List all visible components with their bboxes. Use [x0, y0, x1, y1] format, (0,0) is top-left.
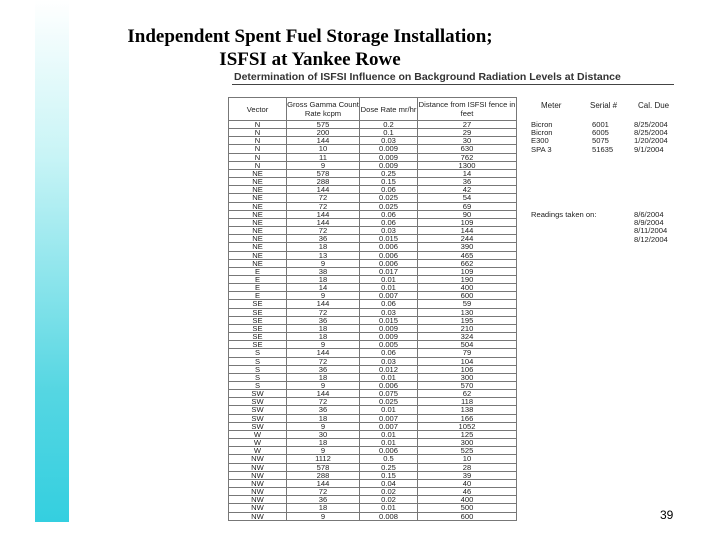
table-cell: 36 [287, 496, 360, 504]
table-cell: 0.25 [360, 169, 418, 177]
table-row [229, 349, 517, 357]
table-cell: 0.012 [360, 365, 418, 373]
table-cell: 0.075 [360, 390, 418, 398]
table-cell: 0.06 [360, 218, 418, 226]
meter-cell: 6001 [592, 120, 609, 129]
table-cell: 0.017 [360, 267, 418, 275]
header-distance: Distance from ISFSI fence in feet [418, 98, 517, 121]
table-cell: S [229, 349, 287, 357]
serial-header: Serial # [590, 101, 618, 110]
table-row [229, 235, 517, 243]
table-header-row [229, 98, 517, 121]
table-cell: 0.006 [360, 382, 418, 390]
table-row [229, 251, 517, 259]
table-cell: E [229, 292, 287, 300]
table-cell: W [229, 447, 287, 455]
table-body [229, 121, 517, 521]
table-cell: 72 [287, 202, 360, 210]
table-cell: 0.1 [360, 129, 418, 137]
reading-date: 8/12/2004 [634, 234, 668, 244]
table-cell: N [229, 161, 287, 169]
table-cell: SW [229, 390, 287, 398]
table-cell: 36 [287, 316, 360, 324]
table-cell: NE [229, 186, 287, 194]
meter-cell: 1/20/2004 [634, 136, 668, 146]
table-cell: 0.04 [360, 479, 418, 487]
table-cell: N [229, 153, 287, 161]
table-cell: 72 [287, 227, 360, 235]
table-cell: 9 [287, 422, 360, 430]
table-cell: 0.007 [360, 414, 418, 422]
table-cell: SE [229, 341, 287, 349]
table-cell: NW [229, 479, 287, 487]
table-cell: SE [229, 333, 287, 341]
table-cell: 0.009 [360, 333, 418, 341]
table-cell: S [229, 373, 287, 381]
table-cell: 13 [287, 251, 360, 259]
table-cell: 762 [418, 153, 517, 161]
table-row [229, 512, 517, 520]
table-row [229, 365, 517, 373]
table-cell: 0.03 [360, 308, 418, 316]
table-cell: SW [229, 422, 287, 430]
table-cell: 210 [418, 324, 517, 332]
table-row [229, 430, 517, 438]
table-cell: 144 [287, 390, 360, 398]
table-cell: 578 [287, 463, 360, 471]
table-cell: 36 [287, 365, 360, 373]
table-row [229, 300, 517, 308]
table-cell: N [229, 121, 287, 129]
table-cell: NE [229, 227, 287, 235]
table-cell: 0.01 [360, 275, 418, 283]
slide-title-line2: ISFSI at Yankee Rowe [219, 49, 401, 70]
table-row [229, 488, 517, 496]
table-cell: 9 [287, 161, 360, 169]
table-row [229, 390, 517, 398]
table-row [229, 129, 517, 137]
table-cell: 525 [418, 447, 517, 455]
table-row [229, 218, 517, 226]
table-cell: 0.007 [360, 422, 418, 430]
table-cell: 125 [418, 430, 517, 438]
reading-date: 8/6/2004 [634, 210, 664, 219]
table-cell: 18 [287, 439, 360, 447]
table-row [229, 333, 517, 341]
table-cell: 400 [418, 284, 517, 292]
table-cell: NE [229, 259, 287, 267]
table-cell: 390 [418, 243, 517, 251]
table-row [229, 447, 517, 455]
table-cell: 0.02 [360, 496, 418, 504]
table-cell: 0.007 [360, 292, 418, 300]
table-cell: 0.006 [360, 447, 418, 455]
table-cell: 14 [418, 169, 517, 177]
table-cell: NE [229, 178, 287, 186]
table-cell: 106 [418, 365, 517, 373]
table-cell: SE [229, 308, 287, 316]
table-cell: 662 [418, 259, 517, 267]
meter-cell: 8/25/2004 [634, 128, 668, 138]
table-cell: 244 [418, 235, 517, 243]
table-cell: 400 [418, 496, 517, 504]
table-cell: 9 [287, 382, 360, 390]
table-cell: 10 [418, 455, 517, 463]
table-cell: 0.2 [360, 121, 418, 129]
table-cell: 0.06 [360, 186, 418, 194]
table-row [229, 463, 517, 471]
table-cell: 11 [287, 153, 360, 161]
table-cell: 36 [287, 406, 360, 414]
table-cell: 0.15 [360, 178, 418, 186]
table-row [229, 504, 517, 512]
table-row [229, 406, 517, 414]
table-cell: 10 [287, 145, 360, 153]
table-cell: 72 [287, 194, 360, 202]
table-cell: NW [229, 463, 287, 471]
table-cell: 1052 [418, 422, 517, 430]
table-cell: 300 [418, 439, 517, 447]
table-cell: 0.006 [360, 259, 418, 267]
table-cell: 195 [418, 316, 517, 324]
table-cell: 40 [418, 479, 517, 487]
table-cell: E [229, 267, 287, 275]
table-cell: 72 [287, 398, 360, 406]
table-cell: 0.03 [360, 227, 418, 235]
table-cell: E [229, 275, 287, 283]
table-cell: 118 [418, 398, 517, 406]
table-cell: 9 [287, 292, 360, 300]
table-cell: 504 [418, 341, 517, 349]
table-cell: SE [229, 316, 287, 324]
table-cell: 0.25 [360, 463, 418, 471]
table-cell: 18 [287, 324, 360, 332]
table-row [229, 178, 517, 186]
table-row [229, 479, 517, 487]
table-cell: S [229, 382, 287, 390]
table-cell: 42 [418, 186, 517, 194]
table-cell: SE [229, 300, 287, 308]
table-row [229, 316, 517, 324]
table-cell: 14 [287, 284, 360, 292]
table-row [229, 292, 517, 300]
header-dose-rate: Dose Rate mr/hr [360, 98, 418, 121]
table-row [229, 324, 517, 332]
table-cell: 0.025 [360, 194, 418, 202]
table-subtitle: Determination of ISFSI Influence on Background Radiation Levels at Distance [234, 71, 621, 83]
table-cell: 0.01 [360, 373, 418, 381]
cal-due-header: Cal. Due [638, 101, 670, 110]
table-cell: 324 [418, 333, 517, 341]
readings-label: Readings taken on: [531, 210, 597, 219]
table-cell: 0.009 [360, 161, 418, 169]
meter-header: Meter [541, 101, 562, 110]
table-cell: 465 [418, 251, 517, 259]
table-row [229, 202, 517, 210]
table-cell: 18 [287, 333, 360, 341]
table-row [229, 382, 517, 390]
subtitle-divider [232, 84, 674, 85]
table-cell: 0.01 [360, 284, 418, 292]
table-row [229, 243, 517, 251]
table-row [229, 398, 517, 406]
table-cell: SW [229, 406, 287, 414]
table-cell: SW [229, 414, 287, 422]
table-cell: 0.02 [360, 488, 418, 496]
table-cell: 144 [287, 210, 360, 218]
table-cell: 200 [287, 129, 360, 137]
decorative-sidebar-bar [35, 0, 69, 522]
table-row [229, 137, 517, 145]
table-cell: 79 [418, 349, 517, 357]
meter-cell: 51635 [592, 144, 614, 154]
meter-cell: Bicron [531, 120, 553, 129]
table-cell: 0.015 [360, 316, 418, 324]
table-cell: 190 [418, 275, 517, 283]
table-cell: 144 [418, 227, 517, 235]
table-cell: NW [229, 488, 287, 496]
meter-cell: SPA 3 [531, 144, 552, 154]
radiation-table [228, 97, 517, 521]
table-cell: 0.006 [360, 243, 418, 251]
table-cell: NE [229, 169, 287, 177]
table-cell: 138 [418, 406, 517, 414]
table-cell: 38 [287, 267, 360, 275]
table-row [229, 186, 517, 194]
table-cell: 0.15 [360, 471, 418, 479]
table-cell: 144 [287, 186, 360, 194]
table-cell: NW [229, 512, 287, 520]
table-cell: SE [229, 324, 287, 332]
reading-date: 8/11/2004 [634, 226, 668, 236]
table-cell: 144 [287, 218, 360, 226]
table-cell: 166 [418, 414, 517, 422]
table-cell: 0.01 [360, 439, 418, 447]
table-cell: 500 [418, 504, 517, 512]
table-cell: 144 [287, 349, 360, 357]
table-row [229, 308, 517, 316]
table-cell: 144 [287, 479, 360, 487]
table-cell: S [229, 357, 287, 365]
header-vector: Vector [229, 98, 287, 121]
table-cell: 109 [418, 218, 517, 226]
table-cell: NW [229, 504, 287, 512]
table-cell: 109 [418, 267, 517, 275]
meter-cell: 6005 [592, 128, 609, 138]
table-row [229, 259, 517, 267]
table-cell: 0.06 [360, 210, 418, 218]
table-cell: 288 [287, 178, 360, 186]
table-cell: 0.009 [360, 324, 418, 332]
table-cell: 0.009 [360, 153, 418, 161]
table-cell: 578 [287, 169, 360, 177]
table-cell: 130 [418, 308, 517, 316]
table-cell: 9 [287, 447, 360, 455]
table-cell: NW [229, 496, 287, 504]
table-cell: 0.005 [360, 341, 418, 349]
table-cell: 29 [418, 129, 517, 137]
table-cell: NW [229, 455, 287, 463]
table-cell: 0.015 [360, 235, 418, 243]
table-cell: 18 [287, 373, 360, 381]
table-cell: 0.01 [360, 504, 418, 512]
table-cell: 300 [418, 373, 517, 381]
page-number: 39 [660, 508, 674, 522]
slide-title-line1: Independent Spent Fuel Storage Installation; [127, 26, 493, 47]
table-cell: 90 [418, 210, 517, 218]
table-row [229, 161, 517, 169]
table-row [229, 422, 517, 430]
table-cell: 0.01 [360, 406, 418, 414]
table-row [229, 341, 517, 349]
table-cell: 39 [418, 471, 517, 479]
table-cell: 72 [287, 357, 360, 365]
table-cell: 0.01 [360, 430, 418, 438]
table-row [229, 373, 517, 381]
table-cell: 144 [287, 300, 360, 308]
table-cell: NE [229, 235, 287, 243]
table-row [229, 284, 517, 292]
table-row [229, 439, 517, 447]
table-row [229, 471, 517, 479]
table-cell: 46 [418, 488, 517, 496]
table-row [229, 194, 517, 202]
table-cell: 72 [287, 488, 360, 496]
table-cell: NE [229, 218, 287, 226]
table-cell: NE [229, 251, 287, 259]
table-cell: 18 [287, 504, 360, 512]
table-cell: 30 [418, 137, 517, 145]
table-cell: 9 [287, 341, 360, 349]
table-cell: 59 [418, 300, 517, 308]
table-cell: 0.06 [360, 300, 418, 308]
table-cell: 69 [418, 202, 517, 210]
table-cell: 1300 [418, 161, 517, 169]
table-cell: E [229, 284, 287, 292]
header-count-rate: Gross Gamma Count Rate kcpm [287, 98, 360, 121]
table-cell: 54 [418, 194, 517, 202]
meter-cell: Bicron [531, 128, 553, 138]
table-cell: 104 [418, 357, 517, 365]
table-cell: 0.009 [360, 145, 418, 153]
table-cell: 0.03 [360, 357, 418, 365]
meter-cell: 9/1/2004 [634, 144, 664, 154]
table-row [229, 267, 517, 275]
table-cell: NW [229, 471, 287, 479]
table-row [229, 145, 517, 153]
table-cell: 570 [418, 382, 517, 390]
table-row [229, 227, 517, 235]
table-row [229, 357, 517, 365]
table-cell: 0.025 [360, 398, 418, 406]
table-cell: NE [229, 210, 287, 218]
table-cell: 0.06 [360, 349, 418, 357]
table-cell: 27 [418, 121, 517, 129]
table-cell: 18 [287, 243, 360, 251]
table-cell: 0.5 [360, 455, 418, 463]
table-cell: 72 [287, 308, 360, 316]
table-cell: 9 [287, 259, 360, 267]
table-cell: 18 [287, 275, 360, 283]
table-cell: 9 [287, 512, 360, 520]
table-row [229, 275, 517, 283]
meter-cell: E300 [531, 136, 549, 146]
table-cell: 62 [418, 390, 517, 398]
table-cell: 575 [287, 121, 360, 129]
table-row [229, 121, 517, 129]
table-cell: 0.025 [360, 202, 418, 210]
table-cell: SW [229, 398, 287, 406]
table-cell: 288 [287, 471, 360, 479]
table-cell: 36 [418, 178, 517, 186]
table-cell: 1112 [287, 455, 360, 463]
table-cell: 630 [418, 145, 517, 153]
table-cell: 36 [287, 235, 360, 243]
table-cell: NE [229, 243, 287, 251]
table-row [229, 169, 517, 177]
table-row [229, 210, 517, 218]
table-cell: 600 [418, 512, 517, 520]
table-cell: S [229, 365, 287, 373]
table-cell: 0.006 [360, 251, 418, 259]
table-cell: 30 [287, 430, 360, 438]
table-cell: NE [229, 202, 287, 210]
meter-cell: 5075 [592, 136, 609, 146]
table-cell: N [229, 129, 287, 137]
table-cell: NE [229, 194, 287, 202]
table-cell: W [229, 430, 287, 438]
table-cell: W [229, 439, 287, 447]
table-row [229, 455, 517, 463]
table-cell: 18 [287, 414, 360, 422]
table-cell: 0.008 [360, 512, 418, 520]
table-cell: 0.03 [360, 137, 418, 145]
table-cell: N [229, 145, 287, 153]
meter-cell: 8/25/2004 [634, 120, 668, 129]
reading-date: 8/9/2004 [634, 218, 664, 228]
table-row [229, 496, 517, 504]
table-cell: N [229, 137, 287, 145]
table-cell: 144 [287, 137, 360, 145]
table-cell: 28 [418, 463, 517, 471]
table-cell: 600 [418, 292, 517, 300]
